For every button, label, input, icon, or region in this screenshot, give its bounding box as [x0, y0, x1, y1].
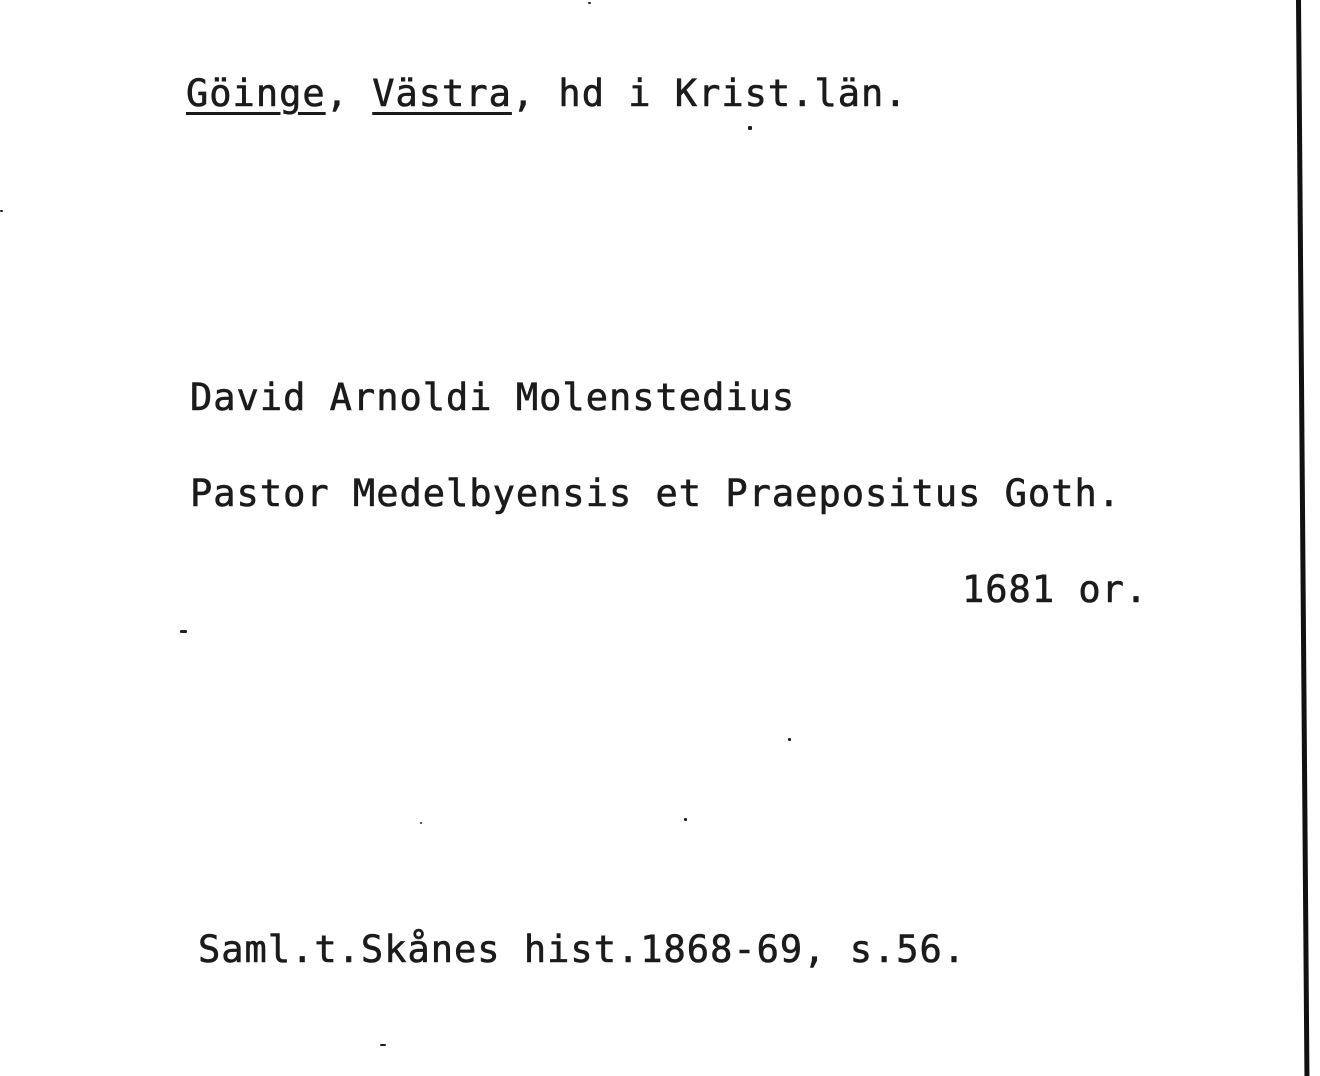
date-entry: 1681 or. — [962, 568, 1149, 611]
heading-district-name: Västra — [372, 72, 512, 115]
scan-speck — [180, 630, 187, 633]
scan-speck — [684, 818, 687, 821]
scan-speck — [0, 210, 3, 212]
card-heading — [186, 72, 908, 115]
scan-speck — [748, 126, 752, 130]
heading-separator: , — [325, 72, 373, 115]
heading-place-name: Göinge — [186, 72, 326, 115]
scan-speck — [588, 2, 591, 4]
scan-speck — [788, 738, 791, 741]
scan-speck — [420, 822, 422, 824]
person-name: David Arnoldi Molenstedius — [190, 376, 796, 419]
heading-rest: , hd i Krist.län. — [511, 72, 908, 115]
person-title: Pastor Medelbyensis et Praepositus Goth. — [190, 472, 1122, 515]
card-right-edge — [1296, 0, 1309, 1076]
source-reference: Saml.t.Skånes hist.1868-69, s.56. — [198, 928, 967, 971]
scan-speck — [380, 1044, 386, 1046]
